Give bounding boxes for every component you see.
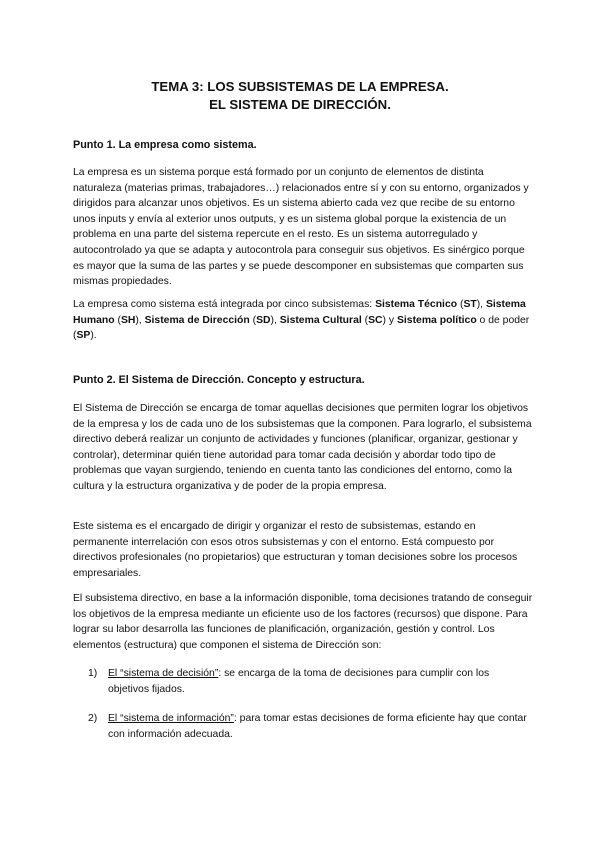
list-item-number: 1) xyxy=(88,668,98,679)
list-item-term: El “sistema de decisión” xyxy=(108,668,219,679)
section-heading-punto-2: Punto 2. El Sistema de Dirección. Concepto y estructura. xyxy=(73,374,365,386)
paragraph-sistema-direccion: El Sistema de Dirección se encarga de tomar aquellas decisiones que permiten lograr los objetivos de la empresa y los de cada uno de los subsistemas que la componen. Para lograrlo, el subsistema directivo deberá realizar un conjunto de actividades y funciones (planificar, organizar, gestionar y controlar), determinar quién tiene autoridad para tomar cada decisión y abordar todo tipo de problemas que vayan surgiendo, teniendo en cuenta tanto las condiciones del entorno, como la cultura y la estructura organizativa y de poder de la propia empresa. xyxy=(73,403,532,492)
subsystem-tecnico: Sistema Técnico xyxy=(375,299,458,310)
subsystem-humano: Sistema Humano xyxy=(73,299,526,326)
list-item xyxy=(88,666,528,697)
section-heading-punto-1: Punto 1. La empresa como sistema. xyxy=(73,139,257,151)
subsystem-cultural: Sistema Cultural xyxy=(279,314,362,326)
list-item-term: El “sistema de información” xyxy=(108,713,234,724)
document-title-line-1: TEMA 3: LOS SUBSISTEMAS DE LA EMPRESA. xyxy=(151,79,449,94)
list-item xyxy=(88,711,528,742)
list-item-number: 2) xyxy=(88,713,98,724)
paragraph-empresa-sistema: La empresa es un sistema porque está formado por un conjunto de elementos de distinta naturaleza (materias primas, trabajadores…) relacionados entre sí y con su entorno, organizados y dirigidos para alcanzar unos objetivos. Es un sistema abierto cada vez que recibe de su entorno unos inputs y envía al exterior unos outputs, y es un sistema global porque la existencia de un problema en una parte del sistema repercute en el resto. Es un sistema autorregulado y autocontrolado ya que se adapta y autocontrola para conseguir sus objetivos. Es sinérgico porque es mayor que la suma de las partes y se puede descomponer en subsistemas que comparten sus mismas propiedades. xyxy=(73,167,529,288)
list-item-description: : se encarga de la toma de decisiones para cumplir con los objetivos fijados. xyxy=(108,668,490,695)
paragraph-subsistemas: La empresa como sistema está integrada por cinco subsistemas: Sistema Técnico (ST), Sistema Humano (SH), Sistema de Dirección (SD), Sistema Cultural (SC) y Sistema político o de poder (SP). xyxy=(73,299,530,342)
paragraph-encargado: Este sistema es el encargado de dirigir y organizar el resto de subsistemas, estando en permanente interrelación con esos otros subsistemas y con el entorno. Está compuesto por directivos profesionales (no propietarios) que estructuran y toman decisiones sobre los procesos empresariales. xyxy=(73,521,518,579)
subsystem-politico: Sistema político xyxy=(396,314,477,326)
document-title-line-2: EL SISTEMA DE DIRECCIÓN. xyxy=(209,97,391,112)
subsystem-direccion: Sistema de Dirección xyxy=(144,314,250,326)
paragraph-subsistema-directivo: El subsistema directivo, en base a la información disponible, toma decisiones tratando de conseguir los objetivos de la empresa mediante un eficiente uso de los factores (recursos) que dispone. Para lograr su labor desarrolla las funciones de planificación, organización, gestión y control. Los elementos (estructura) que componen el sistema de Dirección son: xyxy=(73,593,533,651)
list-item-description: : para tomar estas decisiones de forma eficiente hay que contar con información adecuada. xyxy=(108,713,527,740)
